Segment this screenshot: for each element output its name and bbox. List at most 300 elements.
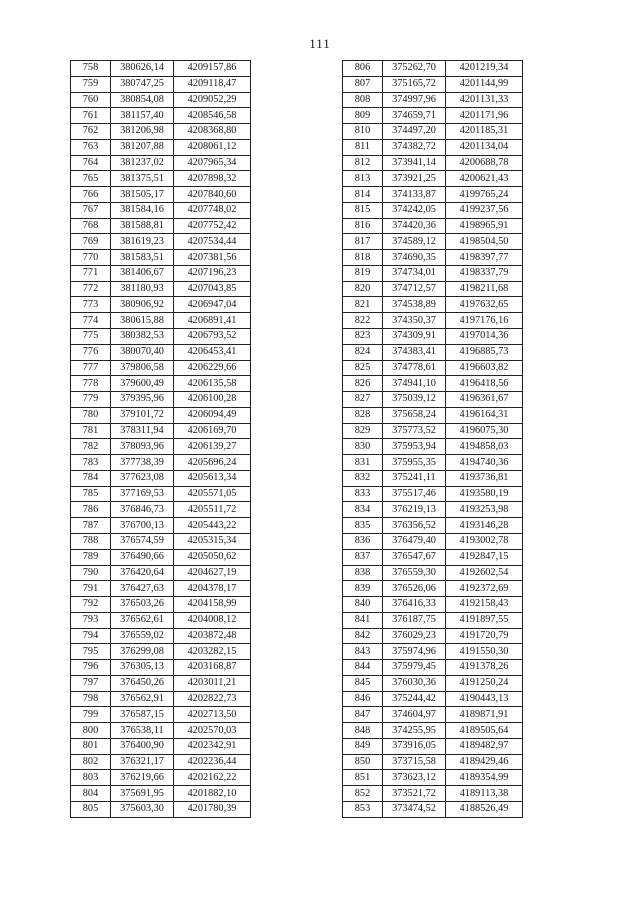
table-row: [343, 218, 523, 234]
table-row: [343, 439, 523, 455]
x-coordinate-cell: 374497,20: [383, 124, 446, 140]
point-number-cell: 758: [71, 61, 111, 77]
x-coordinate-cell: 375241,11: [383, 470, 446, 486]
table-row: [343, 675, 523, 691]
table-row: [343, 155, 523, 171]
x-coordinate-cell: 373715,58: [383, 754, 446, 770]
table-row: [343, 707, 523, 723]
y-coordinate-cell: 4207898,32: [174, 171, 251, 187]
y-coordinate-cell: 4188526,49: [446, 801, 523, 817]
table-row: [343, 502, 523, 518]
x-coordinate-cell: 377738,39: [111, 455, 174, 471]
x-coordinate-cell: 374383,41: [383, 344, 446, 360]
coordinates-table-body: [71, 61, 251, 818]
table-row: [343, 770, 523, 786]
y-coordinate-cell: 4196075,30: [446, 423, 523, 439]
y-coordinate-cell: 4201171,96: [446, 108, 523, 124]
x-coordinate-cell: 374604,97: [383, 707, 446, 723]
x-coordinate-cell: 374589,12: [383, 234, 446, 250]
point-number-cell: 819: [343, 265, 383, 281]
point-number-cell: 842: [343, 628, 383, 644]
y-coordinate-cell: 4208368,80: [174, 124, 251, 140]
point-number-cell: 830: [343, 439, 383, 455]
y-coordinate-cell: 4207748,02: [174, 202, 251, 218]
y-coordinate-cell: 4192602,54: [446, 565, 523, 581]
point-number-cell: 794: [71, 628, 111, 644]
x-coordinate-cell: 375658,24: [383, 407, 446, 423]
y-coordinate-cell: 4207043,85: [174, 281, 251, 297]
point-number-cell: 763: [71, 139, 111, 155]
coordinates-table-right: [342, 60, 523, 818]
x-coordinate-cell: 381505,17: [111, 187, 174, 203]
point-number-cell: 767: [71, 202, 111, 218]
y-coordinate-cell: 4206135,58: [174, 376, 251, 392]
table-row: [71, 187, 251, 203]
x-coordinate-cell: 380382,53: [111, 329, 174, 345]
table-row: [343, 187, 523, 203]
table-row: [71, 344, 251, 360]
table-row: [343, 76, 523, 92]
point-number-cell: 785: [71, 486, 111, 502]
y-coordinate-cell: 4206793,52: [174, 329, 251, 345]
table-row: [343, 171, 523, 187]
page-number: 111: [309, 36, 331, 51]
table-row: [71, 360, 251, 376]
y-coordinate-cell: 4202713,50: [174, 707, 251, 723]
point-number-cell: 773: [71, 297, 111, 313]
x-coordinate-cell: 375953,94: [383, 439, 446, 455]
x-coordinate-cell: 375691,95: [111, 786, 174, 802]
x-coordinate-cell: 380615,88: [111, 313, 174, 329]
y-coordinate-cell: 4206229,66: [174, 360, 251, 376]
table-row: [343, 313, 523, 329]
table-row: [71, 533, 251, 549]
x-coordinate-cell: 374420,36: [383, 218, 446, 234]
point-number-cell: 829: [343, 423, 383, 439]
x-coordinate-cell: 381583,51: [111, 250, 174, 266]
point-number-cell: 783: [71, 455, 111, 471]
point-number-cell: 839: [343, 581, 383, 597]
table-row: [71, 407, 251, 423]
x-coordinate-cell: 374941,10: [383, 376, 446, 392]
x-coordinate-cell: 373521,72: [383, 786, 446, 802]
table-row: [71, 675, 251, 691]
y-coordinate-cell: 4200688,78: [446, 155, 523, 171]
y-coordinate-cell: 4202570,03: [174, 723, 251, 739]
x-coordinate-cell: 376526,06: [383, 581, 446, 597]
table-row: [343, 108, 523, 124]
y-coordinate-cell: 4203872,48: [174, 628, 251, 644]
y-coordinate-cell: 4205571,05: [174, 486, 251, 502]
y-coordinate-cell: 4207965,34: [174, 155, 251, 171]
table-row: [343, 139, 523, 155]
table-row: [71, 723, 251, 739]
table-row: [71, 486, 251, 502]
y-coordinate-cell: 4193146,28: [446, 518, 523, 534]
point-number-cell: 824: [343, 344, 383, 360]
point-number-cell: 796: [71, 660, 111, 676]
point-number-cell: 760: [71, 92, 111, 108]
y-coordinate-cell: 4189354,99: [446, 770, 523, 786]
point-number-cell: 827: [343, 392, 383, 408]
coordinates-table-body: [343, 61, 523, 818]
table-row: [71, 108, 251, 124]
x-coordinate-cell: 381180,93: [111, 281, 174, 297]
x-coordinate-cell: 380747,25: [111, 76, 174, 92]
table-row: [71, 250, 251, 266]
y-coordinate-cell: 4200621,43: [446, 171, 523, 187]
point-number-cell: 828: [343, 407, 383, 423]
table-row: [71, 61, 251, 77]
y-coordinate-cell: 4199237,56: [446, 202, 523, 218]
x-coordinate-cell: 378311,94: [111, 423, 174, 439]
point-number-cell: 846: [343, 691, 383, 707]
y-coordinate-cell: 4202342,91: [174, 738, 251, 754]
y-coordinate-cell: 4194740,36: [446, 455, 523, 471]
y-coordinate-cell: 4206139,27: [174, 439, 251, 455]
x-coordinate-cell: 374242,05: [383, 202, 446, 218]
y-coordinate-cell: 4206891,41: [174, 313, 251, 329]
table-row: [343, 644, 523, 660]
x-coordinate-cell: 374690,35: [383, 250, 446, 266]
table-row: [343, 691, 523, 707]
table-row: [71, 502, 251, 518]
x-coordinate-cell: 374659,71: [383, 108, 446, 124]
y-coordinate-cell: 4206169,70: [174, 423, 251, 439]
table-row: [343, 265, 523, 281]
point-number-cell: 836: [343, 533, 383, 549]
point-number-cell: 762: [71, 124, 111, 140]
point-number-cell: 814: [343, 187, 383, 203]
x-coordinate-cell: 376416,33: [383, 597, 446, 613]
point-number-cell: 771: [71, 265, 111, 281]
point-number-cell: 761: [71, 108, 111, 124]
table-row: [71, 155, 251, 171]
x-coordinate-cell: 376547,67: [383, 549, 446, 565]
y-coordinate-cell: 4197176,16: [446, 313, 523, 329]
y-coordinate-cell: 4203168,87: [174, 660, 251, 676]
table-row: [343, 92, 523, 108]
point-number-cell: 791: [71, 581, 111, 597]
point-number-cell: 812: [343, 155, 383, 171]
x-coordinate-cell: 376559,30: [383, 565, 446, 581]
point-number-cell: 813: [343, 171, 383, 187]
point-number-cell: 780: [71, 407, 111, 423]
table-row: [71, 565, 251, 581]
x-coordinate-cell: 375262,70: [383, 61, 446, 77]
y-coordinate-cell: 4209157,86: [174, 61, 251, 77]
point-number-cell: 802: [71, 754, 111, 770]
point-number-cell: 815: [343, 202, 383, 218]
point-number-cell: 833: [343, 486, 383, 502]
coordinates-table-left: [70, 60, 251, 818]
x-coordinate-cell: 375773,52: [383, 423, 446, 439]
x-coordinate-cell: 375517,46: [383, 486, 446, 502]
table-row: [71, 439, 251, 455]
y-coordinate-cell: 4201185,31: [446, 124, 523, 140]
table-row: [71, 92, 251, 108]
y-coordinate-cell: 4191897,55: [446, 612, 523, 628]
table-row: [71, 202, 251, 218]
table-row: [71, 297, 251, 313]
point-number-cell: 792: [71, 597, 111, 613]
x-coordinate-cell: 374538,89: [383, 297, 446, 313]
y-coordinate-cell: 4204627,19: [174, 565, 251, 581]
y-coordinate-cell: 4191250,24: [446, 675, 523, 691]
point-number-cell: 795: [71, 644, 111, 660]
x-coordinate-cell: 381237,02: [111, 155, 174, 171]
point-number-cell: 801: [71, 738, 111, 754]
point-number-cell: 841: [343, 612, 383, 628]
x-coordinate-cell: 381619,23: [111, 234, 174, 250]
table-row: [71, 234, 251, 250]
x-coordinate-cell: 381584,16: [111, 202, 174, 218]
y-coordinate-cell: 4207381,56: [174, 250, 251, 266]
x-coordinate-cell: 379395,96: [111, 392, 174, 408]
x-coordinate-cell: 380626,14: [111, 61, 174, 77]
y-coordinate-cell: 4202822,73: [174, 691, 251, 707]
x-coordinate-cell: 374350,37: [383, 313, 446, 329]
x-coordinate-cell: 375955,35: [383, 455, 446, 471]
y-coordinate-cell: 4197632,65: [446, 297, 523, 313]
table-row: [343, 738, 523, 754]
point-number-cell: 786: [71, 502, 111, 518]
y-coordinate-cell: 4189482,97: [446, 738, 523, 754]
table-row: [71, 171, 251, 187]
x-coordinate-cell: 376305,13: [111, 660, 174, 676]
table-row: [71, 770, 251, 786]
x-coordinate-cell: 376321,17: [111, 754, 174, 770]
x-coordinate-cell: 376562,91: [111, 691, 174, 707]
point-number-cell: 779: [71, 392, 111, 408]
point-number-cell: 825: [343, 360, 383, 376]
y-coordinate-cell: 4189505,64: [446, 723, 523, 739]
point-number-cell: 838: [343, 565, 383, 581]
x-coordinate-cell: 374712,57: [383, 281, 446, 297]
y-coordinate-cell: 4209052,29: [174, 92, 251, 108]
y-coordinate-cell: 4201131,33: [446, 92, 523, 108]
table-row: [343, 376, 523, 392]
x-coordinate-cell: 374309,91: [383, 329, 446, 345]
y-coordinate-cell: 4205511,72: [174, 502, 251, 518]
point-number-cell: 765: [71, 171, 111, 187]
point-number-cell: 774: [71, 313, 111, 329]
table-row: [343, 124, 523, 140]
y-coordinate-cell: 4204158,99: [174, 597, 251, 613]
x-coordinate-cell: 379101,72: [111, 407, 174, 423]
x-coordinate-cell: 373941,14: [383, 155, 446, 171]
point-number-cell: 790: [71, 565, 111, 581]
y-coordinate-cell: 4192847,15: [446, 549, 523, 565]
x-coordinate-cell: 375165,72: [383, 76, 446, 92]
x-coordinate-cell: 376503,26: [111, 597, 174, 613]
table-row: [71, 612, 251, 628]
x-coordinate-cell: 376538,11: [111, 723, 174, 739]
point-number-cell: 810: [343, 124, 383, 140]
y-coordinate-cell: 4198965,91: [446, 218, 523, 234]
y-coordinate-cell: 4198397,77: [446, 250, 523, 266]
y-coordinate-cell: 4192158,43: [446, 597, 523, 613]
y-coordinate-cell: 4191720,79: [446, 628, 523, 644]
y-coordinate-cell: 4196361,67: [446, 392, 523, 408]
point-number-cell: 820: [343, 281, 383, 297]
point-number-cell: 799: [71, 707, 111, 723]
y-coordinate-cell: 4208061,12: [174, 139, 251, 155]
table-row: [71, 265, 251, 281]
x-coordinate-cell: 374133,87: [383, 187, 446, 203]
point-number-cell: 787: [71, 518, 111, 534]
x-coordinate-cell: 378093,96: [111, 439, 174, 455]
y-coordinate-cell: 4201882,10: [174, 786, 251, 802]
point-number-cell: 834: [343, 502, 383, 518]
x-coordinate-cell: 375979,45: [383, 660, 446, 676]
point-number-cell: 849: [343, 738, 383, 754]
y-coordinate-cell: 4192372,69: [446, 581, 523, 597]
x-coordinate-cell: 380906,92: [111, 297, 174, 313]
point-number-cell: 804: [71, 786, 111, 802]
x-coordinate-cell: 375603,30: [111, 801, 174, 817]
point-number-cell: 770: [71, 250, 111, 266]
y-coordinate-cell: 4189113,38: [446, 786, 523, 802]
y-coordinate-cell: 4193002,78: [446, 533, 523, 549]
x-coordinate-cell: 375974,96: [383, 644, 446, 660]
table-row: [71, 660, 251, 676]
table-row: [343, 597, 523, 613]
table-row: [343, 329, 523, 345]
y-coordinate-cell: 4202236,44: [174, 754, 251, 770]
x-coordinate-cell: 376562,61: [111, 612, 174, 628]
table-row: [343, 565, 523, 581]
table-row: [71, 549, 251, 565]
x-coordinate-cell: 381406,67: [111, 265, 174, 281]
y-coordinate-cell: 4193253,98: [446, 502, 523, 518]
table-row: [71, 281, 251, 297]
point-number-cell: 793: [71, 612, 111, 628]
point-number-cell: 803: [71, 770, 111, 786]
x-coordinate-cell: 376029,23: [383, 628, 446, 644]
x-coordinate-cell: 381375,51: [111, 171, 174, 187]
y-coordinate-cell: 4193736,81: [446, 470, 523, 486]
x-coordinate-cell: 374382,72: [383, 139, 446, 155]
x-coordinate-cell: 373623,12: [383, 770, 446, 786]
x-coordinate-cell: 373916,05: [383, 738, 446, 754]
y-coordinate-cell: 4202162,22: [174, 770, 251, 786]
x-coordinate-cell: 374997,96: [383, 92, 446, 108]
table-row: [71, 423, 251, 439]
table-row: [343, 786, 523, 802]
x-coordinate-cell: 375039,12: [383, 392, 446, 408]
point-number-cell: 772: [71, 281, 111, 297]
y-coordinate-cell: 4201144,99: [446, 76, 523, 92]
y-coordinate-cell: 4207840,60: [174, 187, 251, 203]
y-coordinate-cell: 4206100,28: [174, 392, 251, 408]
table-row: [343, 612, 523, 628]
y-coordinate-cell: 4205696,24: [174, 455, 251, 471]
y-coordinate-cell: 4189871,91: [446, 707, 523, 723]
point-number-cell: 853: [343, 801, 383, 817]
table-row: [343, 423, 523, 439]
point-number-cell: 822: [343, 313, 383, 329]
point-number-cell: 759: [71, 76, 111, 92]
x-coordinate-cell: 381157,40: [111, 108, 174, 124]
table-row: [343, 234, 523, 250]
y-coordinate-cell: 4208546,58: [174, 108, 251, 124]
point-number-cell: 764: [71, 155, 111, 171]
y-coordinate-cell: 4207752,42: [174, 218, 251, 234]
y-coordinate-cell: 4205050,62: [174, 549, 251, 565]
point-number-cell: 852: [343, 786, 383, 802]
point-number-cell: 835: [343, 518, 383, 534]
y-coordinate-cell: 4196603,82: [446, 360, 523, 376]
table-row: [343, 660, 523, 676]
x-coordinate-cell: 380070,40: [111, 344, 174, 360]
table-row: [343, 61, 523, 77]
table-row: [343, 344, 523, 360]
y-coordinate-cell: 4198211,68: [446, 281, 523, 297]
point-number-cell: 844: [343, 660, 383, 676]
table-row: [71, 707, 251, 723]
table-row: [71, 786, 251, 802]
point-number-cell: 840: [343, 597, 383, 613]
x-coordinate-cell: 381207,88: [111, 139, 174, 155]
table-row: [343, 250, 523, 266]
point-number-cell: 782: [71, 439, 111, 455]
x-coordinate-cell: 376299,08: [111, 644, 174, 660]
table-row: [71, 644, 251, 660]
y-coordinate-cell: 4209118,47: [174, 76, 251, 92]
table-row: [71, 76, 251, 92]
point-number-cell: 798: [71, 691, 111, 707]
y-coordinate-cell: 4207196,23: [174, 265, 251, 281]
table-row: [343, 392, 523, 408]
table-row: [71, 329, 251, 345]
table-row: [343, 628, 523, 644]
x-coordinate-cell: 373921,25: [383, 171, 446, 187]
point-number-cell: 777: [71, 360, 111, 376]
table-row: [343, 549, 523, 565]
y-coordinate-cell: 4206094,49: [174, 407, 251, 423]
x-coordinate-cell: 376700,13: [111, 518, 174, 534]
x-coordinate-cell: 379806,58: [111, 360, 174, 376]
y-coordinate-cell: 4204378,17: [174, 581, 251, 597]
point-number-cell: 818: [343, 250, 383, 266]
table-row: [71, 691, 251, 707]
x-coordinate-cell: 376427,63: [111, 581, 174, 597]
x-coordinate-cell: 380854,08: [111, 92, 174, 108]
y-coordinate-cell: 4199765,24: [446, 187, 523, 203]
y-coordinate-cell: 4206947,04: [174, 297, 251, 313]
x-coordinate-cell: 376846,73: [111, 502, 174, 518]
table-row: [71, 628, 251, 644]
point-number-cell: 768: [71, 218, 111, 234]
x-coordinate-cell: 376219,66: [111, 770, 174, 786]
point-number-cell: 831: [343, 455, 383, 471]
table-row: [71, 218, 251, 234]
y-coordinate-cell: 4205315,34: [174, 533, 251, 549]
x-coordinate-cell: 379600,49: [111, 376, 174, 392]
table-row: [343, 518, 523, 534]
point-number-cell: 832: [343, 470, 383, 486]
y-coordinate-cell: 4190443,13: [446, 691, 523, 707]
point-number-cell: 811: [343, 139, 383, 155]
y-coordinate-cell: 4201780,39: [174, 801, 251, 817]
point-number-cell: 800: [71, 723, 111, 739]
y-coordinate-cell: 4196164,31: [446, 407, 523, 423]
point-number-cell: 778: [71, 376, 111, 392]
table-row: [71, 738, 251, 754]
y-coordinate-cell: 4197014,36: [446, 329, 523, 345]
x-coordinate-cell: 374734,01: [383, 265, 446, 281]
